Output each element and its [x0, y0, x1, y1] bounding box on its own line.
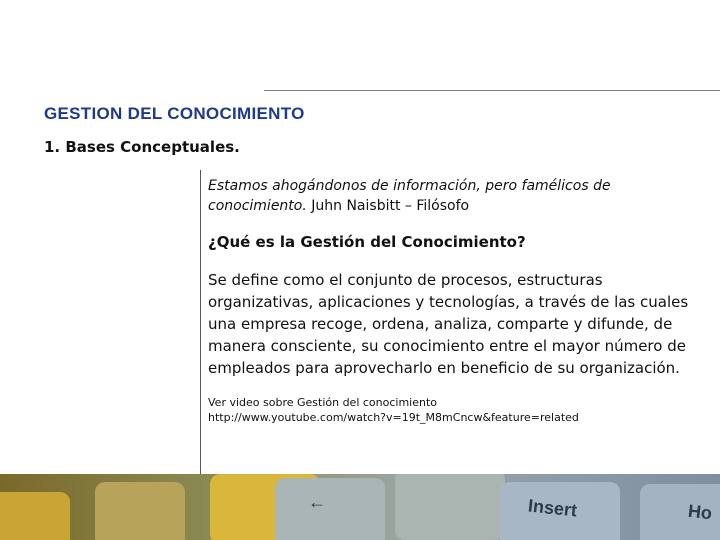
content-block: [208, 176, 708, 425]
video-link[interactable]: http://www.youtube.com/watch?v=19t_M8mCncw&feature=related: [208, 411, 579, 424]
question-heading: ¿Qué es la Gestión del Conocimiento?: [208, 233, 526, 251]
keyboard-image: [0, 474, 720, 540]
home-key-label: Ho: [687, 500, 714, 524]
quote-author: Juhn Naisbitt – Filósofo: [306, 198, 470, 214]
definition-text: Se define como el conjunto de procesos, estructuras organizativas, aplicaciones y tecnologías, a través de las cuales una empresa recoge, ordena, analiza, comparte y difunde, de manera consciente, su conocimiento entre el mayor número de empleados para aprovecharlo en beneficio de su organización.: [208, 271, 689, 377]
keyboard-key: [0, 492, 70, 540]
section-subtitle: 1. Bases Conceptuales.: [44, 138, 240, 156]
insert-key-label: Insert: [527, 495, 578, 521]
arrow-left-icon: ←: [308, 492, 326, 512]
video-reference: [208, 395, 708, 425]
quote: [208, 176, 708, 216]
page-title: GESTION DEL CONOCIMIENTO: [44, 104, 305, 123]
top-divider: [264, 90, 720, 91]
quote-text: Estamos ahogándonos de información, pero famélicos de conocimiento.: [208, 178, 611, 214]
video-label: Ver video sobre Gestión del conocimiento: [208, 396, 438, 409]
keyboard-key-arrow: [275, 478, 385, 540]
content-vertical-rule: [200, 170, 201, 475]
keyboard-key: [95, 482, 185, 540]
keyboard-key-blank: [395, 474, 505, 540]
